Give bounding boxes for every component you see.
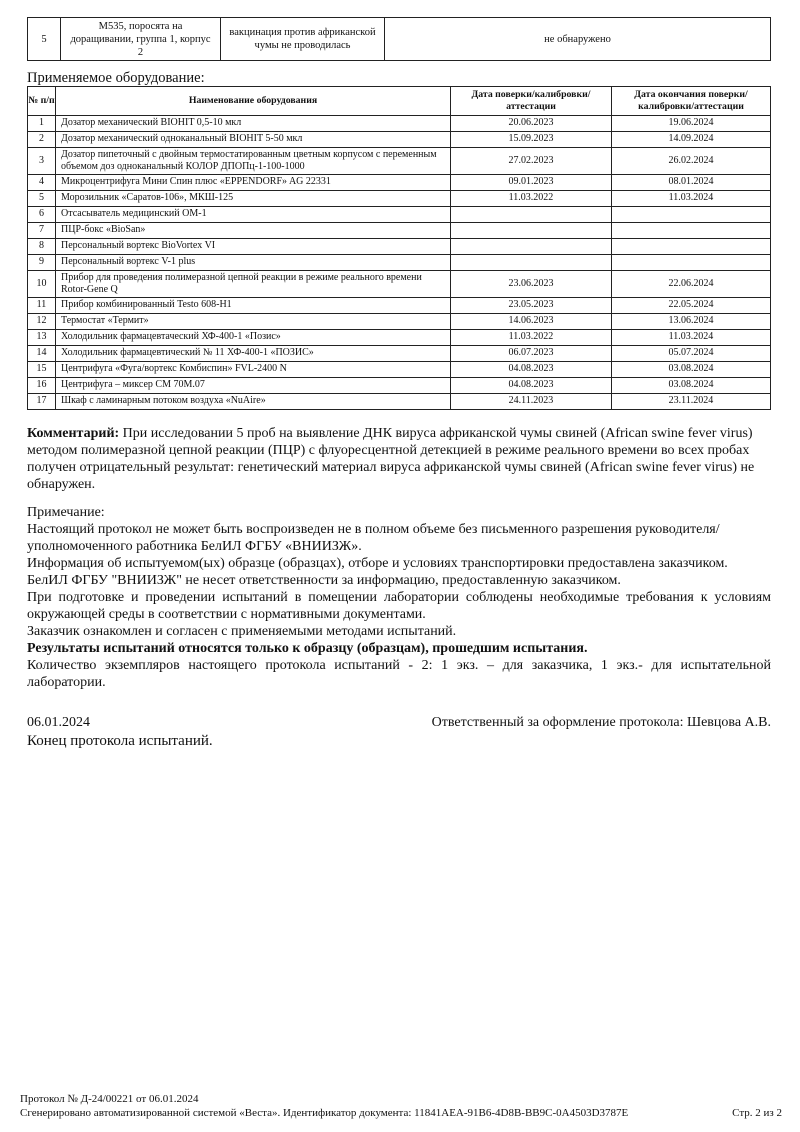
footer-protocol-number: Протокол № Д-24/00221 от 06.01.2024 [20, 1093, 199, 1105]
date-end [612, 207, 771, 223]
date-check: 27.02.2023 [451, 148, 612, 175]
note-reproduction: Настоящий протокол не может быть воспроизведен не в полном объеме без письменного разрешения руководителя/уполномоченного работника БелИЛ ФГБУ «ВНИИЗЖ». [27, 522, 720, 554]
date-end: 22.05.2024 [612, 298, 771, 314]
date-end: 13.06.2024 [612, 314, 771, 330]
date-end: 05.07.2024 [612, 346, 771, 362]
equipment-name: Холодильник фармацевтический № 11 ХФ-400-1 «ПОЗИС» [56, 346, 451, 362]
date-check: 11.03.2022 [451, 191, 612, 207]
date-end: 19.06.2024 [612, 116, 771, 132]
date-check [451, 239, 612, 255]
row-num: 5 [28, 191, 56, 207]
equipment-name: Микроцентрифуга Мини Спин плюс «EPPENDORF» AG 22331 [56, 175, 451, 191]
date-check: 11.03.2022 [451, 330, 612, 346]
row-num: 17 [28, 394, 56, 410]
date-end: 14.09.2024 [612, 132, 771, 148]
note-environment: При подготовке и проведении испытаний в помещении лаборатории соблюдены необходимые требования к условиям окружающей среды в соответствии с нормативными документами. [27, 590, 771, 622]
table-row [28, 271, 771, 298]
row-num: 8 [28, 239, 56, 255]
sample-description: М535, поросята на доращивании, группа 1, корпус 2 [61, 18, 221, 61]
date-check: 23.06.2023 [451, 271, 612, 298]
note-responsibility: БелИЛ ФГБУ "ВНИИЗЖ" не несет ответственности за информацию, предоставленную заказчиком. [27, 573, 621, 588]
date-end: 03.08.2024 [612, 378, 771, 394]
row-num: 15 [28, 362, 56, 378]
date-end [612, 223, 771, 239]
table-row [28, 394, 771, 410]
table-row [28, 314, 771, 330]
date-end: 23.11.2024 [612, 394, 771, 410]
date-check: 24.11.2023 [451, 394, 612, 410]
signature-date: 06.01.2024 [27, 715, 90, 730]
equipment-name: Персональный вортекс V-1 plus [56, 255, 451, 271]
date-check: 20.06.2023 [451, 116, 612, 132]
row-num: 1 [28, 116, 56, 132]
equipment-section-title: Применяемое оборудование: [27, 70, 205, 86]
table-row [28, 116, 771, 132]
equipment-name: Морозильник «Саратов-106», МКШ-125 [56, 191, 451, 207]
equipment-name: Персональный вортекс BioVortex VI [56, 239, 451, 255]
table-row [28, 223, 771, 239]
table-row [28, 191, 771, 207]
row-num: 14 [28, 346, 56, 362]
test-result: не обнаружено [385, 18, 771, 61]
header-date-check: Дата поверки/калибровки/аттестации [451, 87, 612, 116]
row-num: 10 [28, 271, 56, 298]
table-row [28, 378, 771, 394]
date-end: 22.06.2024 [612, 271, 771, 298]
date-check [451, 207, 612, 223]
equipment-name: Прибор для проведения полимеразной цепной реакции в режиме реального времени Rotor-Gene Q [56, 271, 451, 298]
row-num: 6 [28, 207, 56, 223]
row-num: 9 [28, 255, 56, 271]
date-check: 15.09.2023 [451, 132, 612, 148]
sample-number: 5 [28, 18, 61, 61]
date-check: 23.05.2023 [451, 298, 612, 314]
row-num: 13 [28, 330, 56, 346]
equipment-name: Дозатор механический одноканальный BIOHIT 5-50 мкл [56, 132, 451, 148]
date-check: 04.08.2023 [451, 378, 612, 394]
row-num: 11 [28, 298, 56, 314]
footer-row [20, 1107, 782, 1120]
row-num: 3 [28, 148, 56, 175]
equipment-name: Дозатор механический BIOHIT 0,5-10 мкл [56, 116, 451, 132]
footer-generated-by: Сгенерировано автоматизированной системой «Веста». Идентификатор документа: 11841AEA-91B6-4D8B-BB9C-0A4503D3787E [20, 1107, 629, 1119]
date-end: 08.01.2024 [612, 175, 771, 191]
end-of-protocol: Конец протокола испытаний. [27, 733, 213, 749]
notes-title: Примечание: [27, 505, 105, 520]
date-end: 26.02.2024 [612, 148, 771, 175]
header-num: № п/п [28, 87, 56, 116]
note-methods: Заказчик ознакомлен и согласен с применяемыми методами испытаний. [27, 624, 457, 639]
equipment-name: Отсасыватель медицинский ОМ-1 [56, 207, 451, 223]
table-row [28, 298, 771, 314]
equipment-name: Термостат «Термит» [56, 314, 451, 330]
table-row [28, 175, 771, 191]
row-num: 7 [28, 223, 56, 239]
equipment-name: ПЦР-бокс «BioSan» [56, 223, 451, 239]
results-table [27, 17, 771, 61]
note-results-scope: Результаты испытаний относятся только к образцу (образцам), прошедшим испытания. [27, 641, 588, 656]
table-row [28, 132, 771, 148]
comment-text: При исследовании 5 проб на выявление ДНК вируса африканской чумы свиней (African swine fever virus) методом полимеразной цепной реакции (ПЦР) с флуоресцентной детекцией в режиме реального времени во всех пробах получен отрицательный результат: генетический материал вируса африканской чумы свиней (African swine fever virus) не обнаружен. [27, 426, 755, 492]
equipment-name: Центрифуга «Фуга/вортекс Комбиспин» FVL-2400 N [56, 362, 451, 378]
row-num: 4 [28, 175, 56, 191]
date-end [612, 239, 771, 255]
page-number: Стр. 2 из 2 [732, 1107, 782, 1119]
table-row [28, 18, 771, 61]
date-end: 03.08.2024 [612, 362, 771, 378]
date-check [451, 223, 612, 239]
table-row [28, 239, 771, 255]
equipment-name: Центрифуга – миксер СМ 70М.07 [56, 378, 451, 394]
equipment-table [27, 86, 771, 410]
table-row [28, 207, 771, 223]
table-row [28, 330, 771, 346]
date-check [451, 255, 612, 271]
table-row [28, 346, 771, 362]
equipment-name: Прибор комбинированный Testo 608-H1 [56, 298, 451, 314]
row-num: 16 [28, 378, 56, 394]
note-copies: Количество экземпляров настоящего протокола испытаний - 2: 1 экз. – для заказчика, 1 экз.- для испытательной лаборатории. [27, 658, 771, 690]
table-row [28, 148, 771, 175]
table-header-row [28, 87, 771, 116]
date-check: 06.07.2023 [451, 346, 612, 362]
notes-block [27, 504, 771, 691]
equipment-name: Дозатор пипеточный с двойным термостатированным цветным корпусом с переменным объемом доз одноканальный КОЛОР ДПОПц-1-100-1000 [56, 148, 451, 175]
equipment-name: Холодильник фармацевтачеcкий ХФ-400-1 «Позис» [56, 330, 451, 346]
header-name: Наименование оборудования [56, 87, 451, 116]
comment-label: Комментарий: [27, 426, 120, 441]
date-end: 11.03.2024 [612, 330, 771, 346]
date-check: 04.08.2023 [451, 362, 612, 378]
vaccination-status: вакцинация против африканской чумы не проводилась [221, 18, 385, 61]
row-num: 12 [28, 314, 56, 330]
comment-block [27, 425, 771, 493]
signature-row [27, 715, 771, 731]
equipment-name: Шкаф с ламинарным потоком воздуха «NuAire» [56, 394, 451, 410]
date-check: 09.01.2023 [451, 175, 612, 191]
table-row [28, 255, 771, 271]
header-date-end: Дата окончания поверки/калибровки/аттестации [612, 87, 771, 116]
date-end: 11.03.2024 [612, 191, 771, 207]
date-check: 14.06.2023 [451, 314, 612, 330]
table-row [28, 362, 771, 378]
responsible-person: Ответственный за оформление протокола: Шевцова А.В. [431, 715, 771, 730]
row-num: 2 [28, 132, 56, 148]
note-sample-info: Информация об испытуемом(ых) образце (образцах), отборе и условиях транспортировки предоставлена заказчиком. [27, 556, 728, 571]
date-end [612, 255, 771, 271]
